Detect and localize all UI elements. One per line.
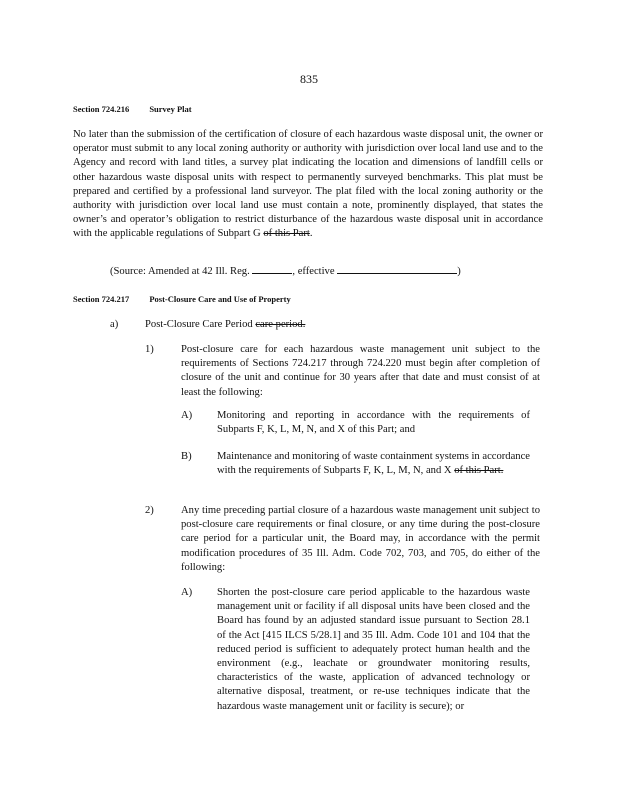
deleted-text: of this Part. xyxy=(454,465,504,477)
deleted-text: care period. xyxy=(255,319,306,330)
section-number: Section 724.217 xyxy=(73,294,130,304)
item-1B-label: B) xyxy=(181,451,192,462)
item-2A-label: A) xyxy=(181,587,193,598)
item-2-label: 2) xyxy=(145,505,154,516)
section-title: Post-Closure Care and Use of Property xyxy=(149,294,291,304)
page-number: 835 xyxy=(300,72,318,86)
item-1A-text: Monitoring and reporting in accordance with the requirements of Subparts F, K, L, M, N, and X of this Part; and xyxy=(217,410,530,436)
item-1B-text: Maintenance and monitoring of waste containment systems in accordance with the requirements of Subparts F, K, L, M, N, and X of this Part. xyxy=(217,451,531,477)
item-2A-text: Shorten the post-closure care period applicable to the hazardous waste management unit or facility if all disposal units have been closed and the Board has found by an adjusted standard issue pursuant to Section 28.1 of the Act [415 ILCS 5/28.1] and 35 Ill. Adm. Code 101 and 104 that the reduced period is sufficient to adequately protect human health and the environment (e.g., leachate or groundwater monitoring results, characteristics of the waste, application of advanced technology or alternative disposal, treatment, or re-use techniques indicate that the hazardous waste management unit or facility is secure); or xyxy=(217,587,530,712)
item-2-text: Any time preceding partial closure of a hazardous waste management unit subject to post-closure care requirements or final closure, or any time during the post-closure care period for a particular unit, the Board may, in accordance with the permit modification procedures of 35 Ill. Adm. Code 702, 703, and 705, do either of the following: xyxy=(181,505,540,573)
item-a-label: a) xyxy=(110,319,119,330)
deleted-text: of this Part xyxy=(263,228,310,240)
item-a-text: Post-Closure Care Period care period. xyxy=(145,319,306,330)
source-note: (Source: Amended at 42 Ill. Reg. , effective ) xyxy=(110,266,461,277)
item-1A-label: A) xyxy=(181,410,193,421)
section-724-217-heading xyxy=(73,294,309,304)
section-724-216-body: No later than the submission of the certification of closure of each hazardous waste disposal unit, the owner or operator must submit to any local zoning authority or authority with jurisdiction over local land use and to the Agency and record with land titles, a survey plat indicating the location and dimensions of landfill cells or other hazardous waste disposal units with respect to permanently surveyed benchmarks. This plat must be prepared and certified by a professional land surveyor. The plat filed with the local zoning authority or the authority with jurisdiction over local land use must contain a note, prominently displayed, that states the owner’s and operator’s obligation to restrict disturbance of the hazardous waste disposal unit in accordance with the applicable regulations of Subpart G of this Part. xyxy=(73,129,543,240)
blank-effective-date xyxy=(337,264,457,274)
item-1-label: 1) xyxy=(145,344,154,355)
blank-register-number xyxy=(252,264,292,274)
section-title: Survey Plat xyxy=(149,104,192,114)
section-724-216-heading xyxy=(73,104,210,114)
item-1-text: Post-closure care for each hazardous waste management unit subject to the requirements of Sections 724.217 through 724.220 must begin after completion of closure of the unit and continue for 30 years after that date and must consist of at least the following: xyxy=(181,344,540,398)
section-number: Section 724.216 xyxy=(73,104,130,114)
